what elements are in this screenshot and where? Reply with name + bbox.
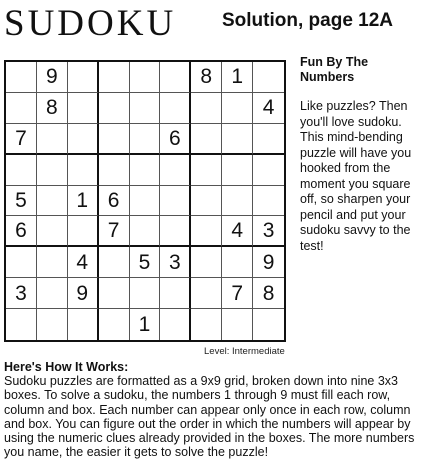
sudoku-cell[interactable]: [253, 155, 284, 186]
sudoku-cell[interactable]: [160, 309, 191, 340]
sudoku-cell[interactable]: [37, 278, 68, 309]
sudoku-cell[interactable]: [253, 309, 284, 340]
sudoku-cell[interactable]: [68, 216, 99, 247]
instructions-body: Sudoku puzzles are formatted as a 9x9 grid, broken down into nine 3x3 boxes. To solve a sudoku, the numbers 1 through 9 must fill each row, column and box. Each number can appear only once in each row, column and box. You can figure out the order in which the numbers will appear by using the numeric clues already provided in the boxes. The more numbers you name, the easier it gets to solve the puzzle!: [4, 374, 415, 460]
sudoku-cell[interactable]: [191, 309, 222, 340]
sudoku-cell[interactable]: [191, 216, 222, 247]
sudoku-cell[interactable]: [6, 155, 37, 186]
instructions: [4, 360, 424, 460]
sudoku-cell[interactable]: 9: [253, 247, 284, 278]
instructions-title: Here's How It Works:: [4, 360, 129, 374]
sudoku-cell[interactable]: 7: [6, 124, 37, 155]
sudoku-cell[interactable]: [191, 155, 222, 186]
sudoku-cell[interactable]: [37, 124, 68, 155]
sudoku-cell[interactable]: 8: [191, 62, 222, 93]
sudoku-cell[interactable]: [222, 186, 253, 217]
sudoku-cell[interactable]: 4: [68, 247, 99, 278]
sudoku-grid: [4, 60, 286, 342]
sudoku-cell[interactable]: [253, 124, 284, 155]
sudoku-cell[interactable]: 3: [6, 278, 37, 309]
sudoku-cell[interactable]: [191, 278, 222, 309]
sudoku-cell[interactable]: 1: [222, 62, 253, 93]
sudoku-cell[interactable]: [222, 309, 253, 340]
sudoku-cell[interactable]: [37, 186, 68, 217]
sudoku-cell[interactable]: [130, 278, 161, 309]
sudoku-cell[interactable]: [222, 93, 253, 124]
sudoku-cell[interactable]: [222, 124, 253, 155]
sudoku-cell[interactable]: [6, 62, 37, 93]
sudoku-cell[interactable]: [160, 62, 191, 93]
sudoku-cell[interactable]: [99, 62, 130, 93]
sudoku-cell[interactable]: 4: [222, 216, 253, 247]
sudoku-cell[interactable]: 1: [130, 309, 161, 340]
sudoku-cell[interactable]: [99, 309, 130, 340]
sudoku-cell[interactable]: [37, 247, 68, 278]
sudoku-cell[interactable]: [68, 124, 99, 155]
sudoku-cell[interactable]: 8: [37, 93, 68, 124]
sudoku-cell[interactable]: [68, 93, 99, 124]
sudoku-cell[interactable]: [6, 309, 37, 340]
sudoku-cell[interactable]: [191, 124, 222, 155]
sudoku-cell[interactable]: [191, 186, 222, 217]
sudoku-cell[interactable]: [130, 186, 161, 217]
sudoku-cell[interactable]: [99, 155, 130, 186]
sudoku-cell[interactable]: [253, 186, 284, 217]
sudoku-cell[interactable]: [160, 278, 191, 309]
sudoku-cell[interactable]: [68, 62, 99, 93]
sudoku-cell[interactable]: [68, 309, 99, 340]
sudoku-cell[interactable]: [160, 186, 191, 217]
difficulty-level: Level: Intermediate: [204, 346, 285, 357]
sudoku-cell[interactable]: [37, 216, 68, 247]
sudoku-cell[interactable]: [99, 124, 130, 155]
sudoku-cell[interactable]: [130, 155, 161, 186]
sudoku-cell[interactable]: 3: [160, 247, 191, 278]
sudoku-cell[interactable]: [37, 309, 68, 340]
sidebar-title: Fun By The Numbers: [300, 55, 369, 84]
sudoku-cell[interactable]: 9: [37, 62, 68, 93]
sudoku-cell[interactable]: [191, 93, 222, 124]
sudoku-cell[interactable]: [6, 247, 37, 278]
sudoku-cell[interactable]: [222, 247, 253, 278]
sudoku-cell[interactable]: 7: [99, 216, 130, 247]
sudoku-cell[interactable]: [253, 62, 284, 93]
sudoku-cell[interactable]: 3: [253, 216, 284, 247]
sudoku-cell[interactable]: [6, 93, 37, 124]
sudoku-cell[interactable]: [160, 155, 191, 186]
sudoku-cell[interactable]: 5: [130, 247, 161, 278]
sudoku-cell[interactable]: 9: [68, 278, 99, 309]
sudoku-cell[interactable]: [130, 216, 161, 247]
sidebar-body: Like puzzles? Then you'll love sudoku. This mind-bending puzzle will have you hooked from the moment you square off, so sharpen your pencil and put your sudoku savvy to the test!: [300, 99, 412, 253]
sudoku-cell[interactable]: 6: [6, 216, 37, 247]
sudoku-cell[interactable]: [68, 155, 99, 186]
sidebar: [300, 55, 422, 254]
sudoku-cell[interactable]: 6: [99, 186, 130, 217]
sudoku-cell[interactable]: 6: [160, 124, 191, 155]
sudoku-cell[interactable]: 8: [253, 278, 284, 309]
sudoku-cell[interactable]: [99, 93, 130, 124]
sudoku-cell[interactable]: [99, 247, 130, 278]
sudoku-cell[interactable]: [160, 216, 191, 247]
sudoku-cell[interactable]: [222, 155, 253, 186]
sudoku-cell[interactable]: 1: [68, 186, 99, 217]
sudoku-cell[interactable]: 4: [253, 93, 284, 124]
sudoku-cell[interactable]: [37, 155, 68, 186]
sudoku-cell[interactable]: 7: [222, 278, 253, 309]
sudoku-cell[interactable]: [130, 124, 161, 155]
sudoku-cell[interactable]: [191, 247, 222, 278]
sudoku-cell[interactable]: 5: [6, 186, 37, 217]
solution-reference: Solution, page 12A: [222, 10, 394, 31]
sudoku-cell[interactable]: [160, 93, 191, 124]
sudoku-cell[interactable]: [130, 93, 161, 124]
sudoku-logo: SUDOKU: [4, 3, 177, 44]
sudoku-cell[interactable]: [130, 62, 161, 93]
sudoku-cell[interactable]: [99, 278, 130, 309]
